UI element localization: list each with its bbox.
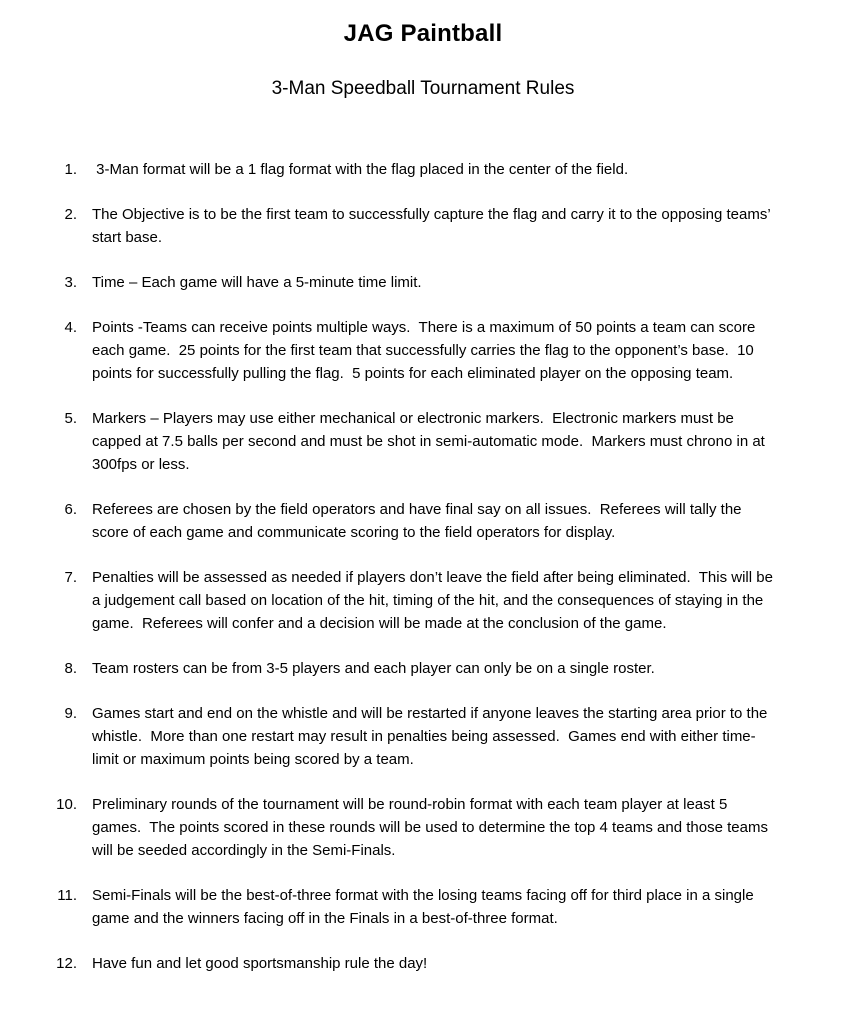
rule-text: Penalties will be assessed as needed if players don’t leave the field after being eliminated. This will be a judgement call based on location of the hit, timing of the hit, and the consequences of staying in the game. Referees will confer and a decision will be made at the conclusion of the game. xyxy=(92,569,778,632)
rule-text: Time – Each game will have a 5-minute time limit. xyxy=(92,274,422,291)
rule-number: 8. xyxy=(64,660,77,677)
rule-text: Referees are chosen by the field operators and have final say on all issues. Referees will tally the score of each game and communicate scoring to the field operators for display. xyxy=(92,501,746,541)
rule-text: Have fun and let good sportsmanship rule the day! xyxy=(92,955,428,972)
rule-text: Team rosters can be from 3-5 players and each player can only be on a single roster. xyxy=(92,660,655,677)
rule-item-8 xyxy=(52,657,846,680)
rule-text: Points -Teams can receive points multiple ways. There is a maximum of 50 points a team can score each game. 25 points for the first team that successfully carries the flag to the opponent’s base. 10 points for successfully pulling the flag. 5 points for each eliminated player on the opposing team. xyxy=(92,319,760,382)
rule-number: 6. xyxy=(64,501,77,518)
rule-number: 9. xyxy=(64,705,77,722)
page-title: JAG Paintball xyxy=(343,20,503,47)
page-subtitle: 3-Man Speedball Tournament Rules xyxy=(271,78,575,99)
rules-list xyxy=(0,158,846,975)
rule-item-2 xyxy=(52,203,846,249)
rule-text: Markers – Players may use either mechanical or electronic markers. Electronic markers must be capped at 7.5 balls per second and must be shot in semi-automatic mode. Markers must chrono in at 300fps or less. xyxy=(92,410,770,473)
rule-number: 3. xyxy=(64,274,77,291)
rule-number: 12. xyxy=(56,955,77,972)
rule-number: 4. xyxy=(64,319,77,336)
rule-text: Semi-Finals will be the best-of-three format with the losing teams facing off for third place in a single game and the winners facing off in the Finals in a best-of-three format. xyxy=(92,887,758,927)
rule-item-12 xyxy=(52,952,846,975)
rule-item-9 xyxy=(52,702,846,771)
rule-text: Games start and end on the whistle and will be restarted if anyone leaves the starting area prior to the whistle. More than one restart may result in penalties being assessed. Games end with either time-limit or maximum points being scored by a team. xyxy=(92,705,772,768)
rule-item-10 xyxy=(52,793,846,862)
rule-number: 7. xyxy=(64,569,77,586)
rule-number: 2. xyxy=(64,206,77,223)
rule-item-1 xyxy=(52,158,846,181)
rule-text: Preliminary rounds of the tournament will be round-robin format with each team player at least 5 games. The points scored in these rounds will be used to determine the top 4 teams and those teams will be seeded accordingly in the Semi-Finals. xyxy=(92,796,773,859)
rule-item-4 xyxy=(52,316,846,385)
rule-item-5 xyxy=(52,407,846,476)
rule-text: 3-Man format will be a 1 flag format with the flag placed in the center of the field. xyxy=(92,161,629,178)
rule-item-3 xyxy=(52,271,846,294)
rule-item-7 xyxy=(52,566,846,635)
rule-text: The Objective is to be the first team to successfully capture the flag and carry it to the opposing teams’ start base. xyxy=(92,206,775,246)
rule-number: 10. xyxy=(56,796,77,813)
rule-number: 5. xyxy=(64,410,77,427)
rule-number: 11. xyxy=(57,887,77,904)
rule-number: 1. xyxy=(64,161,77,178)
rule-item-6 xyxy=(52,498,846,544)
rule-item-11 xyxy=(52,884,846,930)
